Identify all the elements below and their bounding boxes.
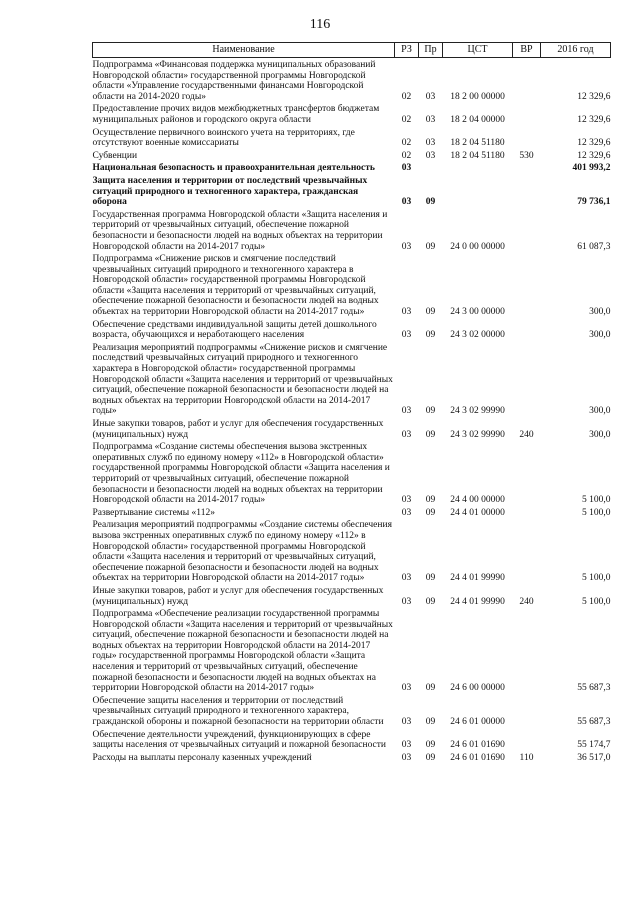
row-vr <box>513 506 541 519</box>
row-rz: 02 <box>401 150 412 161</box>
table-row <box>93 208 611 252</box>
table-row <box>93 102 611 125</box>
row-amount: 55 687,3 <box>577 717 611 728</box>
row-name: Осуществление первичного воинского учета на территориях, где отсутствуют военные комиссариаты <box>92 127 355 149</box>
budget-table <box>92 42 611 763</box>
row-name: Подпрограмма «Финансовая поддержка муниципальных образований Новгородской области» государственной программы Новгородской области «Управление государственными финансами Новгородской области на 2014-2020 годы» <box>92 60 376 102</box>
row-cst: 18 2 04 51180 <box>450 138 505 149</box>
table-row <box>93 417 611 440</box>
row-vr <box>513 694 541 728</box>
row-pr: 09 <box>425 752 436 763</box>
header-pr: Пр <box>419 43 443 58</box>
row-vr <box>513 102 541 125</box>
header-year: 2016 год <box>541 43 611 58</box>
row-rz: 02 <box>401 114 412 125</box>
row-amount: 300,0 <box>589 406 611 417</box>
header-vr: ВР <box>513 43 541 58</box>
row-amount: 79 736,1 <box>577 197 611 208</box>
row-pr: 09 <box>425 406 436 417</box>
row-name: Развертывание системы «112» <box>92 507 215 518</box>
row-vr <box>513 174 541 208</box>
header-rz: РЗ <box>395 43 419 58</box>
row-name: Защита населения и территории от последствий чрезвычайных ситуаций природного и техногенного характера, гражданская оборона <box>92 175 368 208</box>
row-pr: 09 <box>425 740 436 751</box>
row-pr: 03 <box>425 91 436 102</box>
row-vr <box>513 341 541 417</box>
row-pr: 03 <box>425 114 436 125</box>
row-rz: 03 <box>401 740 412 751</box>
header-name: Наименование <box>93 43 395 58</box>
row-vr: 240 <box>519 429 534 440</box>
row-amount: 5 100,0 <box>582 573 611 584</box>
row-vr <box>513 252 541 318</box>
row-cst: 24 4 01 00000 <box>450 507 505 518</box>
row-pr: 09 <box>425 197 436 208</box>
row-pr: 09 <box>425 596 436 607</box>
row-vr: 110 <box>519 752 534 763</box>
table-row <box>93 440 611 506</box>
table-row <box>93 584 611 607</box>
row-rz: 03 <box>401 307 412 318</box>
row-name: Обеспечение деятельности учреждений, функционирующих в сфере защиты населения от чрезвычайных ситуаций и пожарной безопасности <box>92 729 387 751</box>
row-rz: 02 <box>401 138 412 149</box>
row-name: Иные закупки товаров, работ и услуг для обеспечения государственных (муниципальных) нужд <box>92 585 384 607</box>
row-amount: 55 687,3 <box>577 683 611 694</box>
row-pr: 09 <box>425 307 436 318</box>
row-cst: 24 6 00 00000 <box>450 683 505 694</box>
row-vr <box>513 318 541 341</box>
row-pr: 09 <box>425 507 436 518</box>
table-row <box>93 341 611 417</box>
row-cst: 24 6 01 01690 <box>450 740 505 751</box>
row-pr: 09 <box>425 429 436 440</box>
row-amount: 12 329,6 <box>577 138 611 149</box>
row-rz: 03 <box>401 596 412 607</box>
row-cst: 18 2 04 51180 <box>450 150 505 161</box>
row-rz: 03 <box>401 330 412 341</box>
row-pr: 09 <box>425 717 436 728</box>
row-name: Расходы на выплаты персоналу казенных учреждений <box>92 752 312 763</box>
row-vr <box>513 126 541 149</box>
row-amount: 300,0 <box>589 429 611 440</box>
row-cst: 24 6 01 00000 <box>450 717 505 728</box>
row-amount: 12 329,6 <box>577 91 611 102</box>
row-vr: 240 <box>519 596 534 607</box>
row-vr <box>513 208 541 252</box>
row-rz: 03 <box>401 495 412 506</box>
row-rz: 03 <box>401 406 412 417</box>
row-cst <box>443 161 513 174</box>
row-pr: 09 <box>425 573 436 584</box>
row-amount: 12 329,6 <box>577 150 611 161</box>
row-amount: 300,0 <box>589 330 611 341</box>
table-row <box>93 518 611 584</box>
table-row <box>93 694 611 728</box>
row-amount: 36 517,0 <box>577 752 611 763</box>
row-rz: 02 <box>401 91 412 102</box>
row-name: Подпрограмма «Обеспечение реализации государственной программы Новгородской области «Защита населения и территорий от чрезвычайных ситуаций, обеспечение пожарной безопасности и безопасности людей на водных объектах на территории Новгородской области на 2014-2017 годы» государственной программы Новгородской области «Защита населения и территорий от чрезвычайных ситуаций, обеспечение пожарной безопасности и безопасности людей на водных объектах на территории Новгородской области на 2014-2017 годы» <box>92 609 393 694</box>
row-pr: 09 <box>425 330 436 341</box>
row-rz: 03 <box>401 752 412 763</box>
row-rz: 03 <box>401 241 412 252</box>
table-row <box>93 252 611 318</box>
row-name: Предоставление прочих видов межбюджетных трансфертов бюджетам муниципальных районов и городского округа области <box>92 104 380 125</box>
row-name: Реализация мероприятий подпрограммы «Снижение рисков и смягчение последствий чрезвычайных ситуаций природного и техногенного характера в Новгородской области» государственной программы Новгородской области «Защита населения и территорий от чрезвычайных ситуаций, обеспечение пожарной безопасности и безопасности людей на водных объектах на территории Новгородской области на 2014-2017 годы» <box>92 342 393 417</box>
table-row <box>93 318 611 341</box>
row-pr: 09 <box>425 683 436 694</box>
row-name: Государственная программа Новгородской области «Защита населения и территорий от чрезвычайных ситуаций, обеспечение пожарной безопасности и безопасности людей на водных объектах на территории Новгородской области на 2014-2017 годы» <box>92 209 388 252</box>
row-rz: 03 <box>401 683 412 694</box>
table-row <box>93 607 611 694</box>
row-name: Иные закупки товаров, работ и услуг для обеспечения государственных (муниципальных) нужд <box>92 419 384 440</box>
row-amount: 5 100,0 <box>582 495 611 506</box>
row-pr: 03 <box>425 150 436 161</box>
row-cst: 24 4 01 99990 <box>450 596 505 607</box>
row-cst: 18 2 04 00000 <box>450 114 505 125</box>
page-number: 116 <box>309 17 331 32</box>
row-name: Обеспечение средствами индивидуальной защиты детей дошкольного возраста, обучающихся и неработающего населения <box>92 319 377 341</box>
row-vr: 530 <box>519 150 534 161</box>
row-cst: 24 3 02 00000 <box>450 330 505 341</box>
row-cst: 24 0 00 00000 <box>450 241 505 252</box>
row-pr: 09 <box>425 495 436 506</box>
row-pr <box>419 161 443 174</box>
row-amount: 61 087,3 <box>577 241 611 252</box>
table-row <box>93 174 611 208</box>
table-body <box>93 58 611 764</box>
row-rz: 03 <box>401 573 412 584</box>
table-row <box>93 58 611 103</box>
row-amount: 300,0 <box>589 307 611 318</box>
row-amount: 401 993,2 <box>572 163 611 174</box>
row-cst: 24 3 02 99990 <box>450 429 505 440</box>
row-vr <box>513 58 541 103</box>
row-cst: 24 4 00 00000 <box>450 495 505 506</box>
row-pr: 03 <box>425 138 436 149</box>
table-row <box>93 149 611 162</box>
row-cst: 24 6 01 01690 <box>450 752 505 763</box>
table-row <box>93 751 611 764</box>
row-vr <box>513 161 541 174</box>
row-amount: 12 329,6 <box>577 114 611 125</box>
table-header-row <box>93 43 611 58</box>
row-name: Подпрограмма «Снижение рисков и смягчение последствий чрезвычайных ситуаций природного и техногенного характера в Новгородской области» государственной программы Новгородской области «Защита населения и территорий от чрезвычайных ситуаций, обеспечение пожарной безопасности и безопасности людей на водных объектах на территории Новгородской области на 2014-2017 годы» <box>92 254 379 318</box>
row-vr <box>513 728 541 751</box>
row-name: Национальная безопасность и правоохранительная деятельность <box>92 163 375 174</box>
row-rz: 03 <box>401 163 412 174</box>
row-cst: 24 3 00 00000 <box>450 307 505 318</box>
row-amount: 5 100,0 <box>582 507 611 518</box>
row-vr <box>513 518 541 584</box>
row-amount: 55 174,7 <box>577 740 611 751</box>
table-row <box>93 506 611 519</box>
row-name: Субвенции <box>92 150 138 161</box>
row-name: Подпрограмма «Создание системы обеспечения вызова экстренных оперативных служб по единому номеру «112» в Новгородской области» государственной программы Новгородской области «Защита населения и территорий от чрезвычайных ситуаций, обеспечение пожарной безопасности и безопасности людей на водных объектах на территории Новгородской области на 2014-2017 годы» <box>92 442 390 506</box>
row-pr: 09 <box>425 241 436 252</box>
table-row <box>93 161 611 174</box>
row-cst: 24 3 02 99990 <box>450 406 505 417</box>
header-cst: ЦСТ <box>443 43 513 58</box>
row-vr <box>513 440 541 506</box>
row-cst: 24 4 01 99990 <box>450 573 505 584</box>
table-row <box>93 728 611 751</box>
row-cst <box>443 174 513 208</box>
row-rz: 03 <box>401 197 412 208</box>
row-rz: 03 <box>401 507 412 518</box>
row-rz: 03 <box>401 717 412 728</box>
row-name: Реализация мероприятий подпрограммы «Создание системы обеспечения вызова экстренных оперативных служб по единому номеру «112» в Новгородской области» государственной программы Новгородской области «Защита населения и территорий от чрезвычайных ситуаций, обеспечение пожарной безопасности и безопасности людей на водных объектах на территории Новгородской области на 2014-2017 годы» <box>92 520 392 584</box>
row-vr <box>513 607 541 694</box>
row-amount: 5 100,0 <box>582 596 611 607</box>
row-name: Обеспечение защиты населения и территории от последствий чрезвычайных ситуаций природного и техногенного характера, гражданской обороны и пожарной безопасности на территории области <box>92 695 384 728</box>
table-row <box>93 126 611 149</box>
row-cst: 18 2 00 00000 <box>450 91 505 102</box>
row-rz: 03 <box>401 429 412 440</box>
